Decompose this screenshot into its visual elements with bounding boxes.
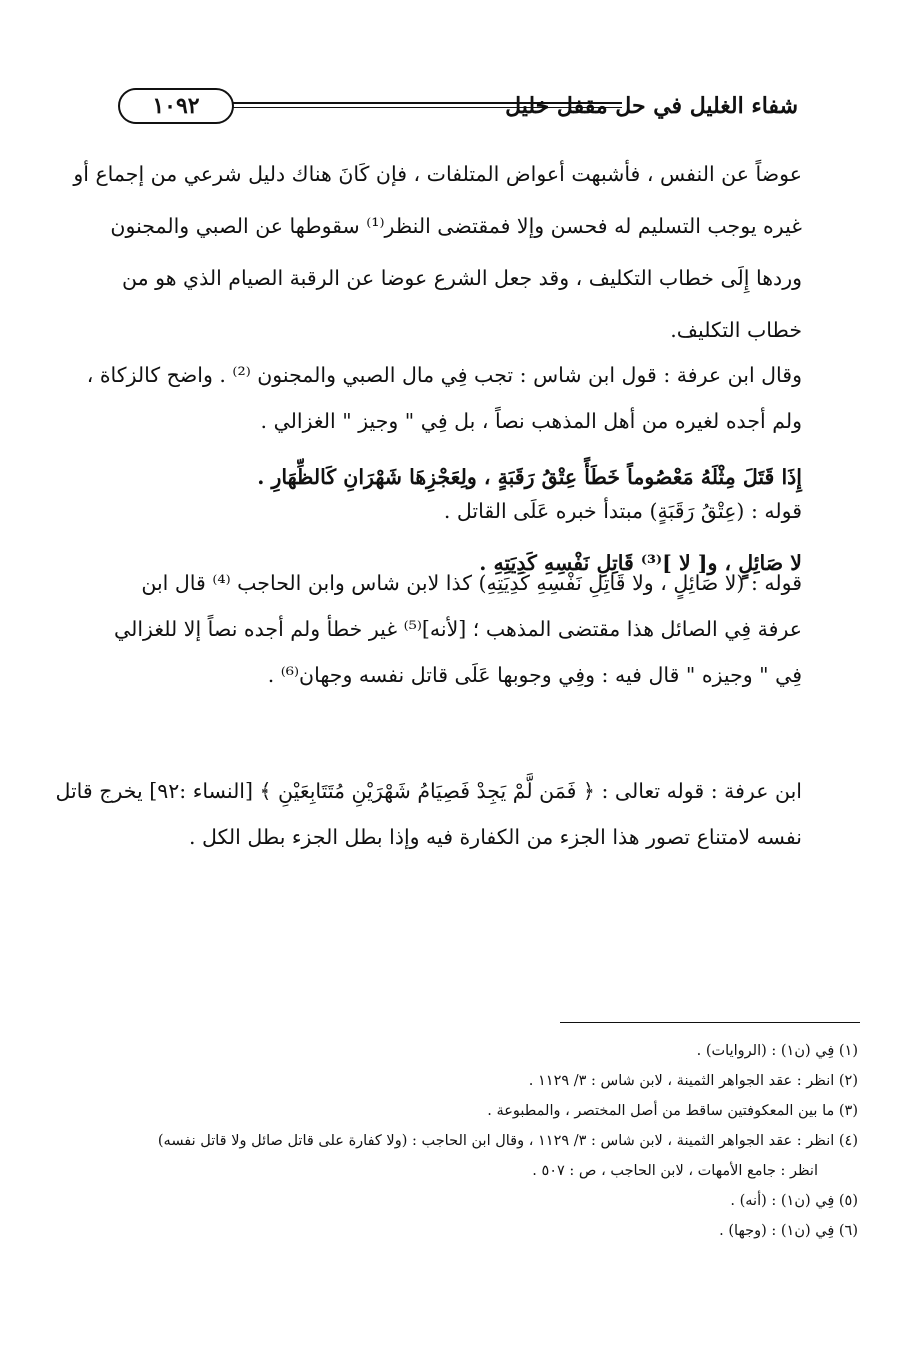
footnote-2: (٢) انظر : عقد الجواهر الثمينة ، لابن شاس : ٣/ ١١٢٩ .	[528, 1073, 858, 1089]
matn-text: لا صَائِلٍ ، و[ لا ]⁽³⁾ قَاتِلِ نَفْسِهِ كَدِيَتِهِ .	[479, 551, 802, 575]
footnote-1: (١) فِي (ن١) : (الروايات) .	[696, 1043, 858, 1059]
text-line: خطاب التكليف.	[670, 318, 802, 342]
footnotes	[112, 1036, 858, 1246]
page-header	[108, 86, 798, 130]
commentary-line: قوله : (عِتْقُ رَقَبَةٍ) مبتدأ خبره عَلَى القاتل .	[443, 499, 802, 523]
text-line: ولم أجده لغيره من أهل المذهب نصاً ، بل فِي " وجيز " الغزالي .	[260, 409, 802, 433]
text-line: عوضاً عن النفس ، فأشبهت أعواض المتلفات ، فإن كَانَ هناك دليل شرعي من إجماع أو	[73, 162, 802, 186]
text-line: قوله : (لا صَائِلٍ ، ولا قَاتِلِ نَفْسِهِ كَدِيَتِهِ) كذا لابن شاس وابن الحاجب ⁽⁴⁾ قال ابن	[141, 571, 802, 595]
paragraph-4	[112, 560, 802, 698]
footnote-4-continued: انظر : جامع الأمهات ، لابن الحاجب ، ص : ٥٠٧ .	[532, 1163, 818, 1179]
paragraph-5	[55, 768, 802, 860]
text-line: وردها إِلَى خطاب التكليف ، وقد جعل الشرع عوضا عن الرقبة الصيام الذي هو من	[122, 266, 802, 290]
book-title: شفاء الغليل في حل مقفل خليل	[505, 93, 798, 119]
matn-text: إِذَا قَتَلَ مِثْلَهُ مَعْصُوماً خَطَأً عِتْقُ رَقَبَةٍ ، ولِعَجْزِهَا شَهْرَانِ كَالظِّهَارِ .	[257, 465, 802, 489]
text-line: عرفة فِي الصائل هذا مقتضى المذهب ؛ [لأنه]⁽⁵⁾ غير خطأ ولم أجده نصاً إلا للغزالي	[114, 617, 802, 641]
text-line: فِي " وجيزه " قال فيه : وفِي وجوبها عَلَى قاتل نفسه وجهان⁽⁶⁾ .	[267, 663, 802, 687]
footnote-3: (٣) ما بين المعكوفتين ساقط من أصل المختصر ، والمطبوعة .	[487, 1103, 858, 1119]
text-line: وقال ابن عرفة : قول ابن شاس : تجب فِي مال الصبي والمجنون ⁽²⁾ . واضح كالزكاة ،	[86, 363, 802, 387]
paragraph-1	[73, 148, 802, 356]
page-number: ١٠٩٢	[118, 88, 234, 124]
paragraph-2	[86, 352, 802, 444]
text-line: غيره يوجب التسليم له فحسن وإلا فمقتضى النظر⁽¹⁾ سقوطها عن الصبي والمجنون	[110, 214, 802, 238]
footnote-4: (٤) انظر : عقد الجواهر الثمينة ، لابن شاس : ٣/ ١١٢٩ ، وقال ابن الحاجب : (ولا كفارة على قاتل صائل ولا قاتل نفسه)	[157, 1133, 858, 1149]
text-line: نفسه لامتناع تصور هذا الجزء من الكفارة فيه وإذا بطل الجزء بطل الكل .	[189, 825, 802, 849]
footnote-5: (٥) فِي (ن١) : (أنه) .	[730, 1193, 858, 1209]
footnote-6: (٦) فِي (ن١) : (وجها) .	[719, 1223, 858, 1239]
text-line: ابن عرفة : قوله تعالى : ﴿ فَمَن لَّمْ يَجِدْ فَصِيَامُ شَهْرَيْنِ مُتَتَابِعَيْنِ ﴾ [النساء :٩٢] يخرج قاتل	[55, 779, 802, 803]
footnote-separator	[560, 1022, 860, 1023]
